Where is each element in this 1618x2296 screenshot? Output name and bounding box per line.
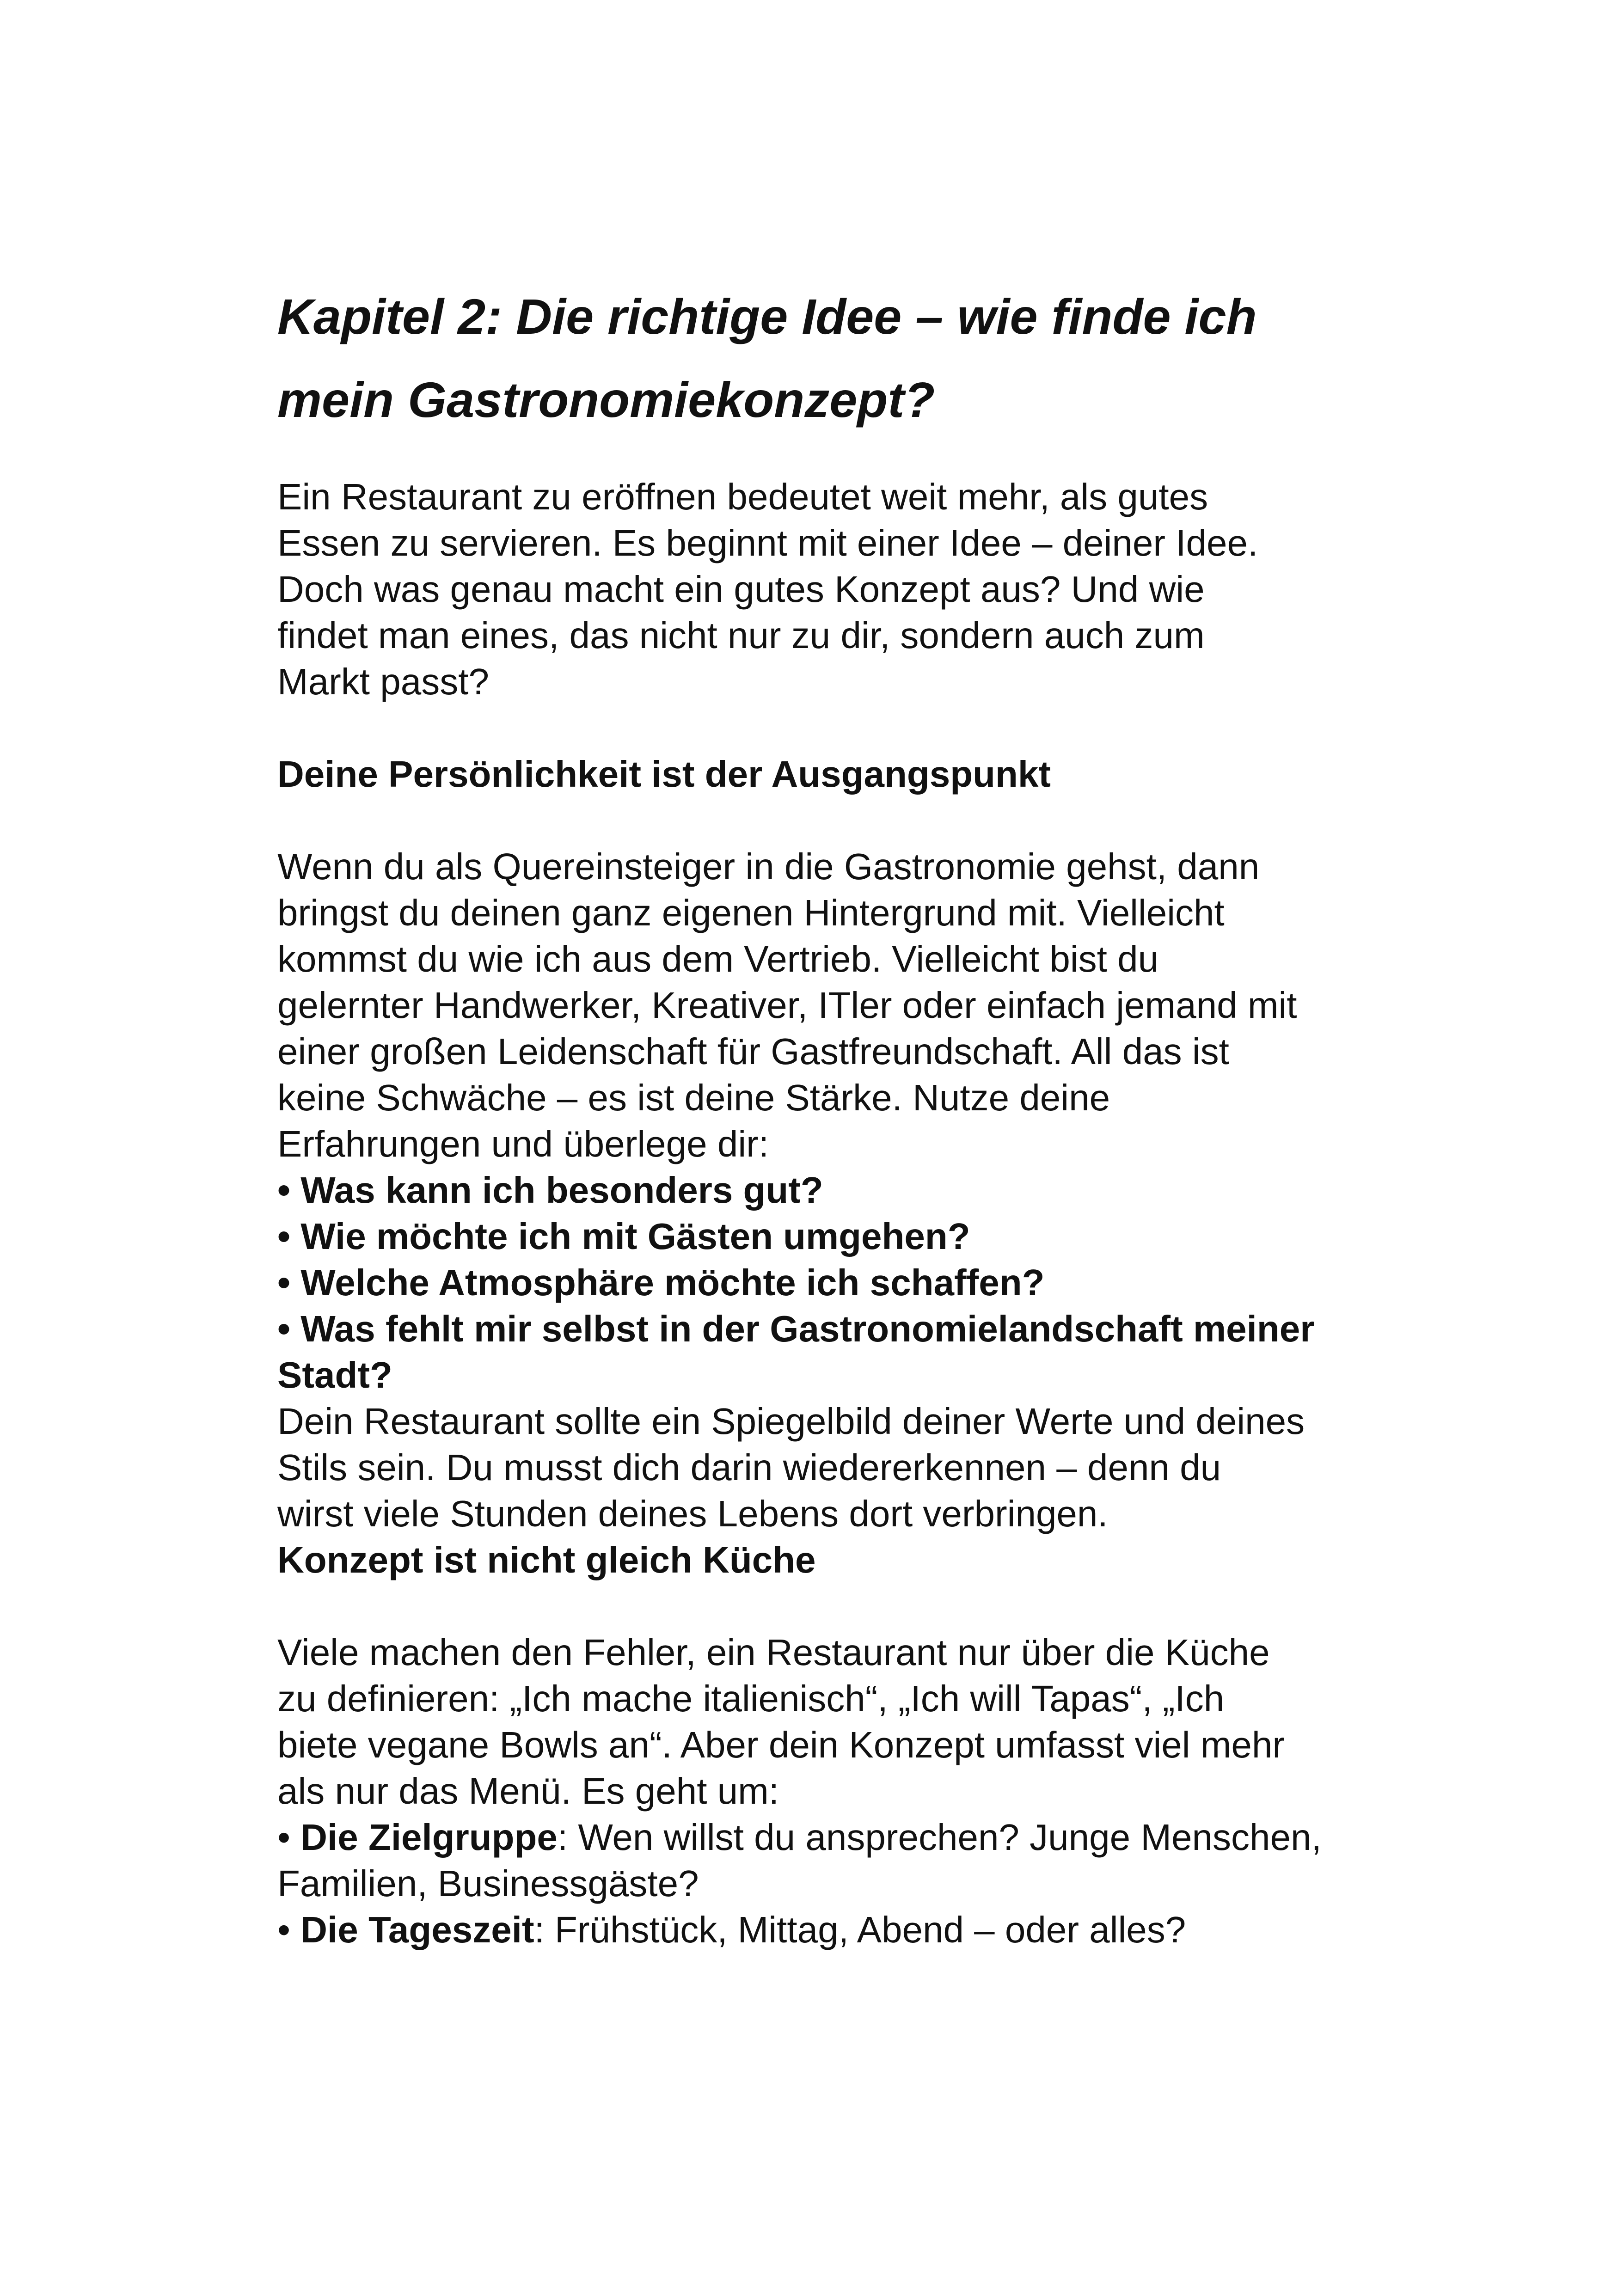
- text-line: findet man eines, das nicht nur zu dir, sondern auch zum: [277, 615, 1205, 656]
- text-line: biete vegane Bowls an“. Aber dein Konzept umfasst viel mehr: [277, 1724, 1285, 1765]
- text-line: Essen zu servieren. Es beginnt mit einer Idee – deiner Idee.: [277, 522, 1258, 563]
- bullet-text: Familien, Businessgäste?: [277, 1863, 699, 1904]
- chapter-title: [277, 275, 1364, 441]
- text-line: wirst viele Stunden deines Lebens dort verbringen.: [277, 1493, 1108, 1534]
- list-item: [277, 1814, 1364, 1907]
- section1-paragraph: [277, 844, 1364, 1167]
- bullet-prefix: •: [277, 1817, 301, 1858]
- text-line: als nur das Menü. Es geht um:: [277, 1770, 779, 1812]
- text-line: Ein Restaurant zu eröffnen bedeutet weit mehr, als gutes: [277, 476, 1208, 517]
- text-line: Viele machen den Fehler, ein Restaurant nur über die Küche: [277, 1632, 1270, 1673]
- list-item: • Was kann ich besonders gut?: [277, 1169, 823, 1211]
- text-line: Dein Restaurant sollte ein Spiegelbild deiner Werte und deines: [277, 1401, 1305, 1442]
- text-line: bringst du deinen ganz eigenen Hintergrund mit. Vielleicht: [277, 892, 1225, 933]
- list-item: • Wie möchte ich mit Gästen umgehen?: [277, 1216, 970, 1257]
- list-item: [277, 1306, 1364, 1398]
- intro-paragraph: [277, 474, 1364, 705]
- text-line: kommst du wie ich aus dem Vertrieb. Vielleicht bist du: [277, 938, 1159, 980]
- section1-closing-paragraph: [277, 1398, 1364, 1537]
- text-line: Markt passt?: [277, 661, 489, 702]
- text-line: Stadt?: [277, 1354, 392, 1396]
- section2-paragraph: [277, 1629, 1364, 1814]
- bullet-prefix: •: [277, 1909, 301, 1950]
- text-line: gelernter Handwerker, Kreativer, ITler oder einfach jemand mit: [277, 985, 1297, 1026]
- text-line: Wenn du als Quereinsteiger in die Gastronomie gehst, dann: [277, 846, 1260, 887]
- chapter-title-line: Kapitel 2: Die richtige Idee – wie finde ich: [277, 288, 1257, 344]
- concept-aspect-list: [277, 1814, 1364, 1953]
- question-list: [277, 1167, 1364, 1398]
- list-item: • Welche Atmosphäre möchte ich schaffen?: [277, 1262, 1045, 1303]
- text-line: einer großen Leidenschaft für Gastfreundschaft. All das ist: [277, 1031, 1229, 1072]
- text-line: • Was fehlt mir selbst in der Gastronomielandschaft meiner: [277, 1308, 1315, 1349]
- section-heading-concept: Konzept ist nicht gleich Küche: [277, 1539, 816, 1580]
- section-heading-personality: Deine Persönlichkeit ist der Ausgangspunkt: [277, 753, 1051, 795]
- text-line: keine Schwäche – es ist deine Stärke. Nutze deine: [277, 1077, 1110, 1118]
- bullet-term: Die Zielgruppe: [300, 1817, 558, 1858]
- text-line: zu definieren: „Ich mache italienisch“, „Ich will Tapas“, „Ich: [277, 1678, 1225, 1719]
- bullet-text: : Wen willst du ansprechen? Junge Menschen,: [557, 1817, 1322, 1858]
- text-line: Erfahrungen und überlege dir:: [277, 1123, 769, 1164]
- text-line: Stils sein. Du musst dich darin wiedererkennen – denn du: [277, 1447, 1221, 1488]
- page-content: [277, 275, 1364, 1953]
- list-item: [277, 1907, 1364, 1953]
- chapter-title-line: mein Gastronomiekonzept?: [277, 372, 935, 428]
- text-line: Doch was genau macht ein gutes Konzept aus? Und wie: [277, 569, 1205, 610]
- bullet-text: : Frühstück, Mittag, Abend – oder alles?: [534, 1909, 1186, 1950]
- bullet-term: Die Tageszeit: [300, 1909, 534, 1950]
